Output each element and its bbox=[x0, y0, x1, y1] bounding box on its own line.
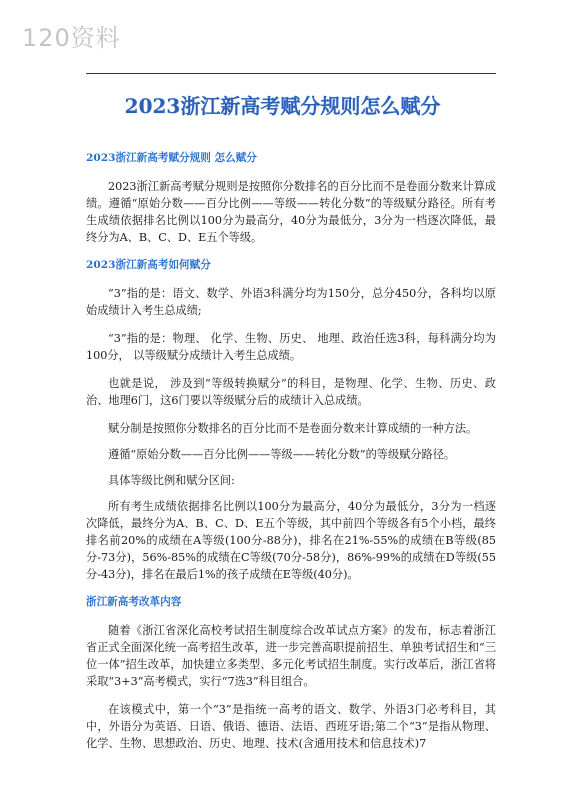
document-body bbox=[86, 150, 496, 763]
section-heading: 2023浙江新高考如何赋分 bbox=[86, 259, 211, 271]
section-heading: 2023浙江新高考赋分规则 怎么赋分 bbox=[86, 152, 257, 164]
section-heading: 浙江新高考改革内容 bbox=[86, 596, 182, 608]
body-paragraph: 也就是说， 涉及到“等级转换赋分”的科目，是物理、化学、生物、历史、政治、地理6门，这6门要以等级赋分后的成绩计入总成绩。 bbox=[86, 377, 496, 407]
body-paragraph: 具体等级比例和赋分区间: bbox=[108, 474, 235, 487]
body-paragraph: 在该模式中，第一个“3”是指统一高考的语文、数学、外语3门必考科目，其中，外语分为英语、日语、俄语、德语、法语、西班牙语;第二个“3”是指从物理、化学、生物、思想政治、历史、地理、技术(含通用技术和信息技术)7 bbox=[86, 703, 496, 750]
page-title: 2023浙江新高考赋分规则怎么赋分 bbox=[124, 94, 441, 118]
body-paragraph: 随着《浙江省深化高校考试招生制度综合改革试点方案》的发布，标志着浙江省正式全面深化统一高考招生改革，进一步完善高职提前招生、单独考试招生和“三位一体”招生改革，加快建立多类型、多元化考试招生制度。实行改革后，浙江省将采取“3+3”高考模式，实行“7选3”科目组合。 bbox=[86, 624, 496, 688]
body-paragraph: 2023浙江新高考赋分规则是按照你分数排名的百分比而不是卷面分数来计算成绩。遵循“原始分数——百分比例——等级——转化分数”的等级赋分路径。所有考生成绩依据排名比例以100分为最高分，40分为最低分，3分为一档逐次降低，最终分为A、B、C、D、E五个等级。 bbox=[86, 180, 496, 244]
section-reform-content bbox=[86, 594, 496, 752]
body-paragraph: 遵循“原始分数——百分比例——等级——转化分数”的等级赋分路径。 bbox=[108, 448, 456, 461]
body-paragraph: 所有考生成绩依据排名比例以100分为最高分，40分为最低分，3分为一档逐次降低，最终分为A、B、C、D、E五个等级，其中前四个等级各有5个小档，最终排名前20%的成绩在A等级(100分-88分)，排名在21%-55%的成绩在B等级(85分-73分)，56%-85%的成绩在C等级(70分-58分)，86%-99%的成绩在D等级(55分-43分)，排名在最后1%的孩子成绩在E等级(40分)。 bbox=[86, 500, 496, 581]
header-rule bbox=[86, 73, 496, 74]
watermark-logo: 120资料 bbox=[22, 24, 121, 52]
body-paragraph: “3”指的是：物理、 化学、生物、历史、 地理、政治任选3科，每科满分均为100分， 以等级赋分成绩计入考生总成绩。 bbox=[86, 332, 496, 362]
section-how-to-score bbox=[86, 257, 496, 583]
section-scoring-rules bbox=[86, 150, 496, 246]
body-paragraph: 赋分制是按照你分数排名的百分比而不是卷面分数来计算成绩的一种方法。 bbox=[108, 422, 478, 435]
body-paragraph: “3”指的是：语文、数学、外语3科满分均为150分，总分450分，各科均以原始成绩计入考生总成绩; bbox=[86, 287, 496, 317]
